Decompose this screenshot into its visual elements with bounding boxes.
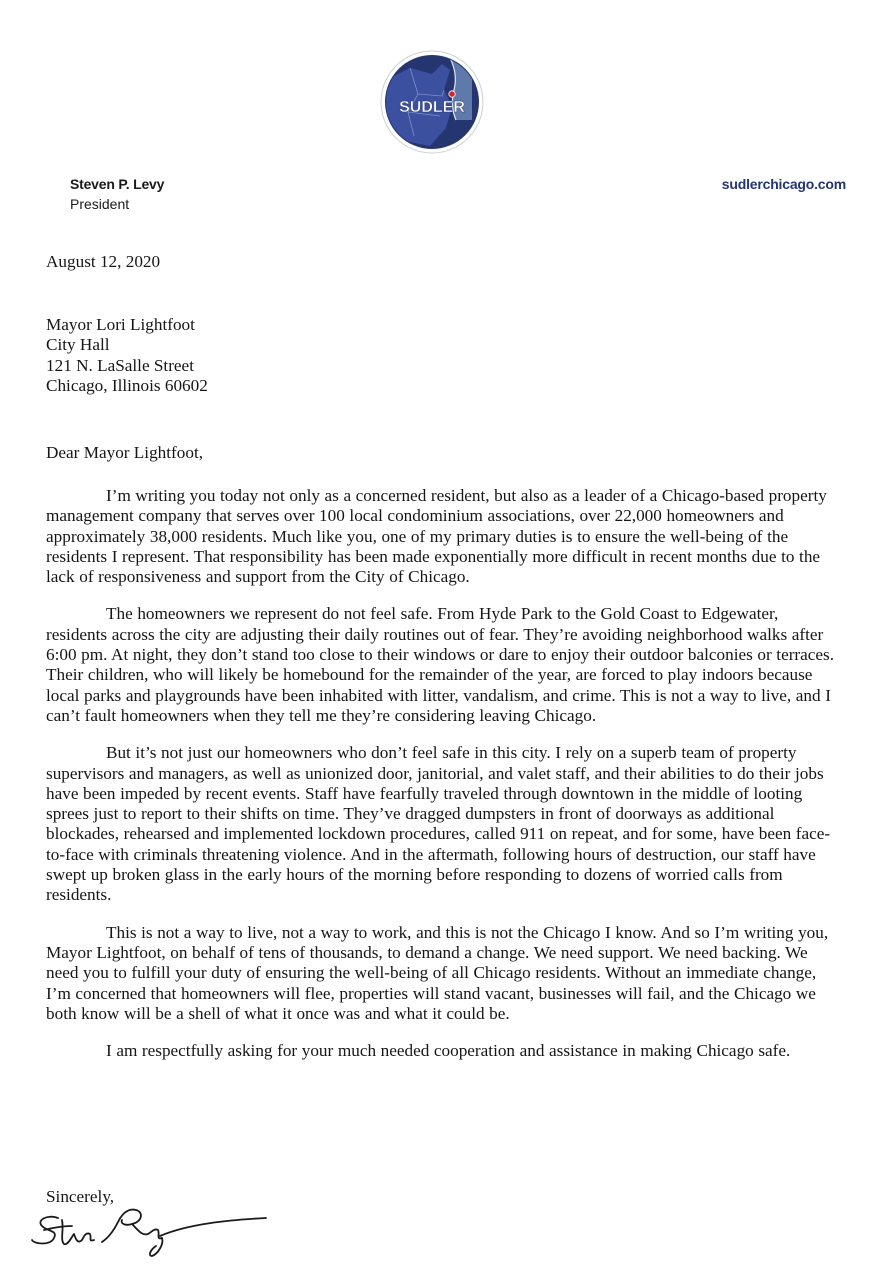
letter-date: August 12, 2020	[46, 252, 161, 271]
website-link[interactable]: sudlerchicago.com	[721, 176, 846, 192]
logo-text: SUDLER	[399, 99, 465, 116]
address-line: City Hall	[46, 335, 110, 355]
sender-name: Steven P. Levy	[70, 176, 165, 192]
body-paragraph: The homeowners we represent do not feel safe. From Hyde Park to the Gold Coast to Edgewater, residents across the city are adjusting their daily routines out of fear. They’re avoiding neighborhood walks after 6:00 pm. At night, they don’t stand too close to their windows or dare to enjoy their outdoor balconies or terraces. Their children, who will likely be homebound for the remainder of the year, are forced to play indoors because local parks and playgrounds have been inhabited with litter, vandalism, and crime. This is not a way to live, and I can’t fault homeowners when they tell me they’re considering leaving Chicago.	[46, 604, 835, 725]
closing: Sincerely,	[46, 1187, 115, 1206]
salutation: Dear Mayor Lightfoot,	[46, 443, 204, 462]
body-paragraph: But it’s not just our homeowners who don’t feel safe in this city. I rely on a superb team of property supervisors and managers, as well as unionized door, janitorial, and valet staff, and their abilities to do their jobs have been impeded by recent events. Staff have fearfully traveled through downtown in the middle of looting sprees just to report to their shifts on time. They’ve dragged dumpsters in front of doorways as additional blockades, rehearsed and implemented lockdown procedures, called 911 on repeat, and for some, have been face-to-face with criminals threatening violence. And in the aftermath, following hours of destruction, our staff have swept up broken glass in the early hours of the morning before responding to dozens of worried calls from residents.	[46, 743, 831, 905]
body-paragraph: I am respectfully asking for your much needed cooperation and assistance in making Chicago safe.	[106, 1041, 791, 1061]
sudler-logo	[380, 50, 484, 154]
recipient-address	[46, 315, 208, 396]
address-line: Mayor Lori Lightfoot	[46, 315, 195, 334]
sender-block	[70, 174, 164, 214]
sender-title: President	[70, 196, 130, 212]
address-line: Chicago, Illinois 60602	[46, 375, 208, 395]
handwritten-signature	[28, 1190, 278, 1260]
letter-body	[46, 486, 836, 1078]
body-paragraph: I’m writing you today not only as a concerned resident, but also as a leader of a Chicago-based property management company that serves over 100 local condominium associations, over 22,000 homeowners and approximately 38,000 residents. Much like you, one of my primary duties is to ensure the well-being of the residents I represent. That responsibility has been made exponentially more difficult in recent months due to the lack of responsiveness and support from the City of Chicago.	[46, 486, 827, 587]
address-line: 121 N. LaSalle Street	[46, 355, 194, 375]
body-paragraph: This is not a way to live, not a way to work, and this is not the Chicago I know. And so I’m writing you, Mayor Lightfoot, on behalf of tens of thousands, to demand a change. We need support. We need backing. We need you to fulfill your duty of ensuring the well-being of all Chicago residents. Without an immediate change, I’m concerned that homeowners will flee, properties will stand vacant, businesses will fail, and the Chicago we both know will be a shell of what it once was and what it could be.	[46, 922, 829, 1023]
